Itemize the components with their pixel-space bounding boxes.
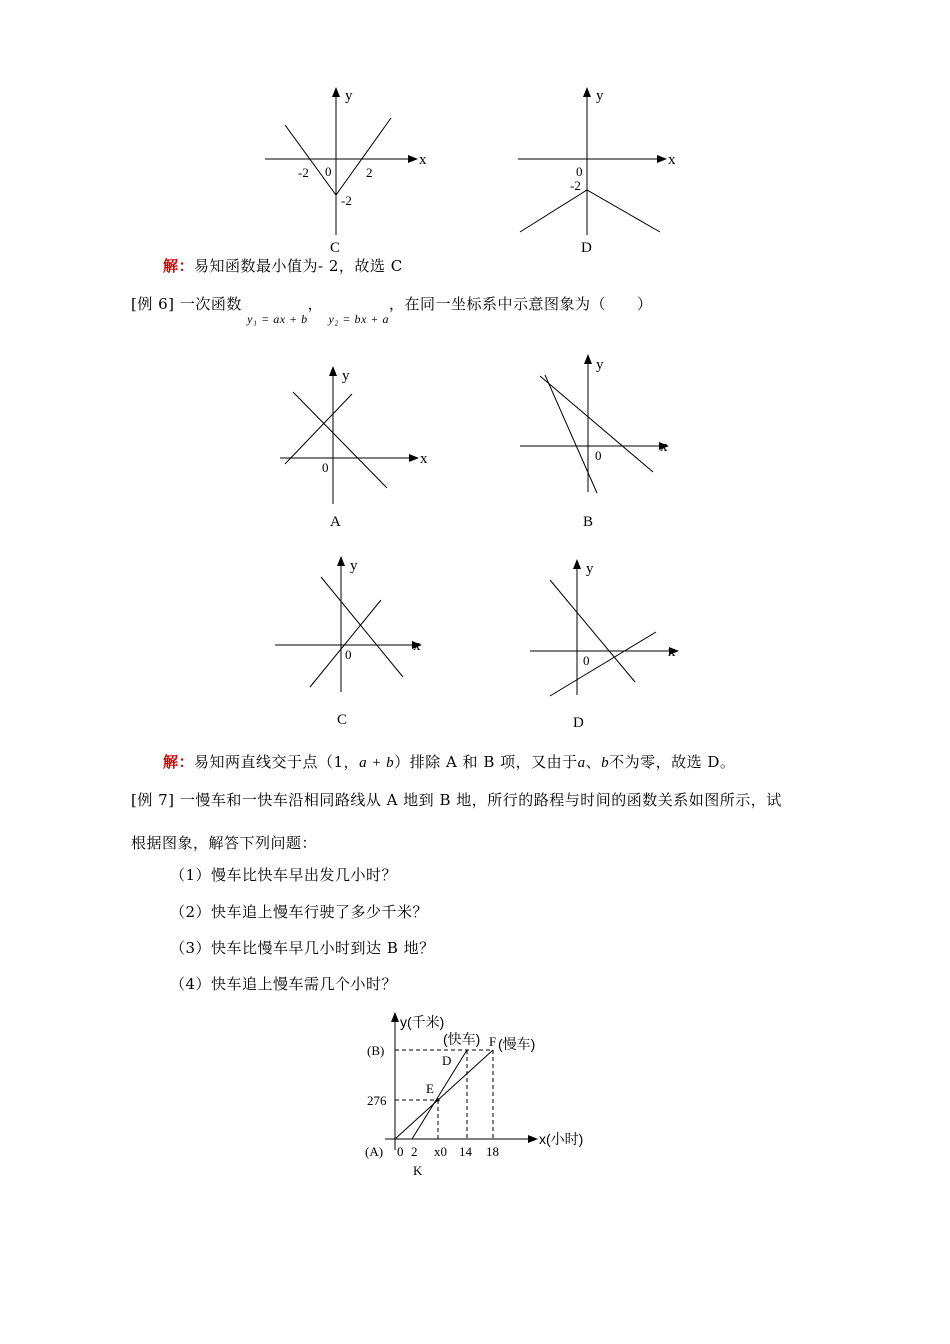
example-6: [131, 293, 653, 326]
y-value-276: 276: [367, 1093, 387, 1108]
origin-label: 0: [345, 647, 352, 662]
a-label: (A): [365, 1144, 384, 1159]
separator: 、: [585, 753, 602, 771]
point-f-label: F: [489, 1034, 497, 1049]
answer-text-2: ）排除 A 和 B 项，又由于: [394, 753, 578, 771]
origin-label: 0: [595, 448, 602, 463]
figure-top-d: [508, 80, 688, 255]
axis-y-label: y: [350, 558, 358, 574]
example-text: 一慢车和一快车沿相同路线从 A 地到 B 地，所行的路程与时间的函数关系如图所示，试: [179, 791, 782, 809]
tick-2: 2: [411, 1144, 418, 1159]
question-2: （2）快车追上慢车行驶了多少千米？: [170, 903, 429, 921]
axis-x-label: x: [420, 451, 428, 467]
figure-mid-c: [265, 552, 435, 730]
question-3: （3）快车比慢车早几小时到达 B 地？: [170, 939, 435, 957]
axis-x-label: x: [668, 644, 676, 660]
axis-y-label: y: [345, 88, 353, 104]
point-k-label: K: [413, 1163, 423, 1178]
answer-text-3: 不为零，故选 D。: [609, 753, 736, 771]
tick-14: 14: [459, 1144, 472, 1159]
point-e-label: E: [426, 1081, 434, 1096]
example-text-after: ，在同一坐标系中示意图象为（ ）: [388, 295, 653, 313]
axis-y-label: y: [596, 88, 604, 104]
axis-y-label: y: [586, 561, 594, 577]
axis-x-label: x: [660, 439, 668, 455]
b-label: (B): [367, 1043, 385, 1058]
tick-neg2: -2: [298, 165, 309, 180]
inverted-v-graph: [520, 190, 660, 232]
fast-car-line: [412, 1050, 467, 1139]
answer-5: [163, 255, 403, 276]
example-7-line-2: 根据图象，解答下列问题：: [131, 834, 318, 852]
origin-label: 0: [325, 164, 332, 179]
figure-label: D: [573, 715, 584, 731]
tick-0: 0: [397, 1144, 404, 1159]
line-rising: [550, 632, 656, 696]
question-1: （1）慢车比快车早出发几小时？: [170, 866, 398, 884]
example-7-line-1: [131, 789, 782, 810]
answer-prefix: 解：: [163, 257, 195, 275]
tick-pos2: 2: [366, 165, 373, 180]
figure-mid-d: [520, 555, 695, 735]
axis-x-label: x: [419, 152, 427, 168]
origin-label: 0: [583, 653, 590, 668]
fast-car-label: (快车): [443, 1031, 481, 1047]
var-b: b: [601, 755, 610, 771]
axis-x-label: x: [668, 152, 676, 168]
point-d-label: D: [442, 1053, 452, 1068]
axis-x-label: x: [413, 638, 421, 654]
answer-text: 易知函数最小值为: [194, 257, 319, 275]
answer-6: [163, 751, 735, 772]
y-tick-neg2: -2: [341, 193, 352, 208]
y-tick-neg2: -2: [570, 178, 581, 193]
figure-label: C: [337, 712, 348, 728]
answer-prefix: 解：: [163, 753, 195, 771]
line-steep: [545, 375, 597, 493]
example-text: 一次函数: [179, 295, 242, 313]
example-label: [例 7]: [131, 791, 175, 809]
answer-text-1: 易知两直线交于点（1，: [194, 753, 360, 771]
comma: ，: [307, 295, 324, 313]
origin-label: 0: [576, 164, 583, 179]
line-rising: [285, 394, 352, 464]
figure-label: A: [330, 514, 341, 530]
answer-value: - 2: [318, 257, 339, 275]
example-label: [例 6]: [131, 295, 175, 313]
equation-y2: y₂ = bx + a: [328, 312, 389, 326]
tick-x0: x0: [434, 1144, 447, 1159]
answer-expr: a + b: [359, 755, 395, 771]
line-rising: [310, 600, 381, 687]
line-falling: [550, 580, 635, 682]
tick-18: 18: [486, 1144, 499, 1159]
axis-y-label: y: [342, 368, 350, 384]
y-axis-label: y(千米): [400, 1014, 445, 1030]
question-4: （4）快车追上慢车需几个小时？: [170, 975, 398, 993]
point-e: [436, 1098, 439, 1101]
figure-mid-b: [510, 350, 685, 532]
figure-top-c: [255, 80, 435, 255]
origin-label: 0: [322, 460, 329, 475]
answer-suffix: ，故选 C: [338, 257, 403, 275]
figure-label: C: [330, 240, 341, 255]
figure-label: B: [583, 514, 594, 530]
slow-car-label: (慢车): [498, 1036, 536, 1052]
v-shaped-graph: [285, 118, 391, 195]
var-a: a: [577, 755, 586, 771]
axis-y-label: y: [596, 357, 604, 373]
figure-label: D: [581, 240, 592, 255]
distance-time-graph: [355, 1005, 600, 1185]
figure-mid-a: [270, 362, 440, 532]
x-axis-label: x(小时): [539, 1131, 584, 1147]
equation-y1: y₁ = ax + b: [247, 312, 308, 326]
line-falling: [321, 577, 403, 677]
